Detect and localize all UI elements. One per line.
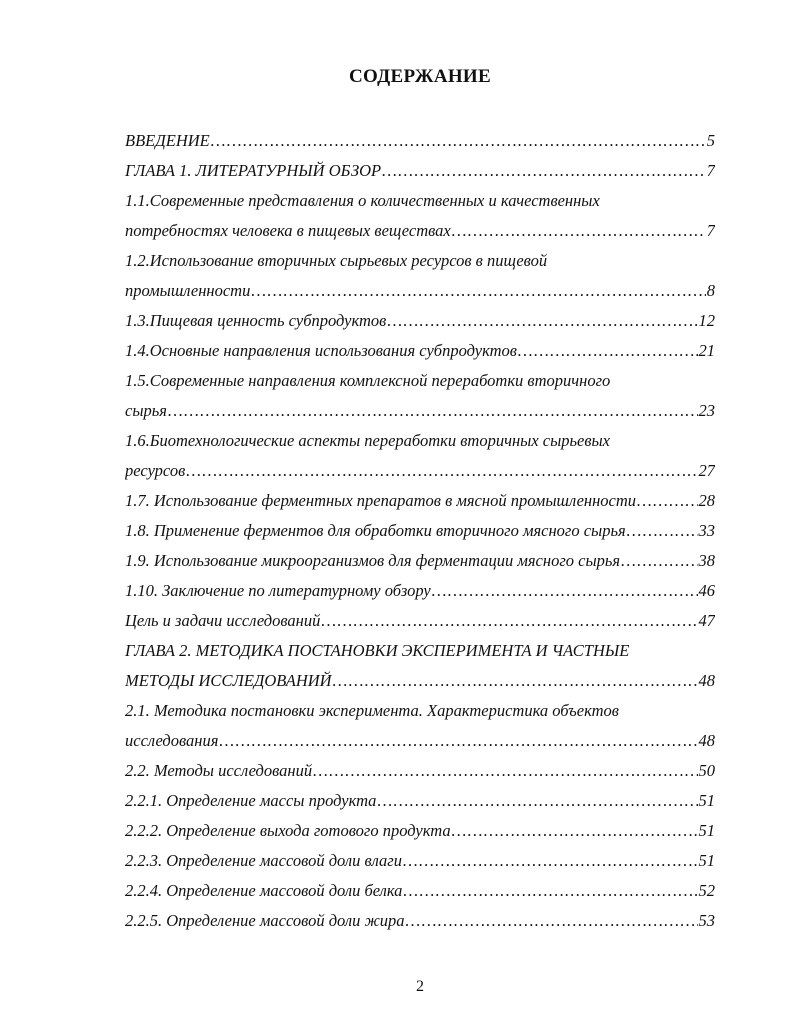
toc-page-number: 48: [698, 731, 715, 750]
toc-page-number: 46: [698, 581, 715, 600]
toc-leader-dots: [621, 546, 697, 576]
toc-entry: [125, 156, 715, 186]
toc-entry-text: 1.10. Заключение по литературному обзору: [125, 581, 431, 600]
toc-page-number: 7: [706, 161, 715, 180]
toc-entry-line: [125, 246, 715, 276]
toc-entry: [125, 306, 715, 336]
toc-leader-dots: [403, 846, 698, 876]
toc-entry: [125, 276, 715, 306]
toc-entry-text: ГЛАВА 2. МЕТОДИКА ПОСТАНОВКИ ЭКСПЕРИМЕНТА И ЧАСТНЫЕ: [125, 641, 630, 660]
toc-entry-line: [125, 636, 715, 666]
toc-entry: [125, 216, 715, 246]
toc-entry-line: [125, 366, 715, 396]
toc-leader-dots: [403, 876, 697, 906]
toc-page-number: 51: [698, 851, 715, 870]
toc-entry-text: ГЛАВА 1. ЛИТЕРАТУРНЫЙ ОБЗОР: [125, 161, 382, 180]
toc-page-number: 51: [698, 791, 715, 810]
toc-leader-dots: [406, 906, 698, 936]
toc-leader-dots: [333, 666, 698, 696]
toc-page-number: 51: [698, 821, 715, 840]
toc-entry-text: 1.1.Современные представления о количественных и качественных: [125, 191, 600, 210]
toc-entry-text: ресурсов: [125, 461, 186, 480]
toc-leader-dots: [321, 606, 697, 636]
toc-entry-text: промышленности: [125, 281, 251, 300]
toc-entry: [125, 576, 715, 606]
toc-leader-dots: [313, 756, 697, 786]
toc-entry-text: 2.2.3. Определение массовой доли влаги: [125, 851, 402, 870]
toc-entry: [125, 666, 715, 696]
toc-leader-dots: [452, 816, 698, 846]
toc-entry: [125, 396, 715, 426]
toc-entry-text: исследования: [125, 731, 219, 750]
toc-page-number: 12: [698, 311, 715, 330]
toc-page-number: 47: [698, 611, 715, 630]
toc-leader-dots: [186, 456, 697, 486]
toc-leader-dots: [211, 126, 706, 156]
toc-entry-line: [125, 186, 715, 216]
toc-page-number: 21: [698, 341, 715, 360]
toc-entry: [125, 516, 715, 546]
toc-entry-text: сырья: [125, 401, 167, 420]
toc-leader-dots: [219, 726, 697, 756]
toc-leader-dots: [168, 396, 698, 426]
toc-entry-text: 1.2.Использование вторичных сырьевых ресурсов в пищевой: [125, 251, 548, 270]
toc-entry-text: 1.9. Использование микроорганизмов для ферментации мясного сырья: [125, 551, 621, 570]
toc-page-number: 5: [706, 131, 715, 150]
toc-page-number: 52: [698, 881, 715, 900]
toc-entry: [125, 606, 715, 636]
toc-leader-dots: [452, 216, 706, 246]
toc-entry-text: 2.1. Методика постановки эксперимента. Характеристика объектов: [125, 701, 619, 720]
toc-entry: [125, 906, 715, 936]
toc-entry-text: МЕТОДЫ ИССЛЕДОВАНИЙ: [125, 671, 332, 690]
toc-entry: [125, 816, 715, 846]
toc-entry-line: [125, 426, 715, 456]
toc-page-number: 48: [698, 671, 715, 690]
page-number: 2: [416, 978, 424, 995]
toc-leader-dots: [387, 306, 697, 336]
toc-leader-dots: [382, 156, 706, 186]
toc-entry-text: 2.2.2. Определение выхода готового продукта: [125, 821, 451, 840]
toc-page-number: 53: [698, 911, 715, 930]
toc-page-number: 8: [706, 281, 715, 300]
toc-entry-text: 2.2.1. Определение массы продукта: [125, 791, 377, 810]
document-title: СОДЕРЖАНИЕ: [349, 66, 491, 87]
toc-leader-dots: [637, 486, 697, 516]
toc-page-number: 28: [698, 491, 715, 510]
toc-entry: [125, 336, 715, 366]
toc-entry-text: ВВЕДЕНИЕ: [125, 131, 210, 150]
toc-entry: [125, 546, 715, 576]
toc-page-number: 27: [698, 461, 715, 480]
toc-page-number: 7: [706, 221, 715, 240]
toc-entry-text: 1.8. Применение ферментов для обработки вторичного мясного сырья: [125, 521, 626, 540]
toc-leader-dots: [251, 276, 705, 306]
toc-entry: [125, 726, 715, 756]
toc-leader-dots: [627, 516, 698, 546]
toc-entry: [125, 126, 715, 156]
toc-leader-dots: [432, 576, 698, 606]
toc-entry-text: 1.6.Биотехнологические аспекты переработки вторичных сырьевых: [125, 431, 611, 450]
toc-entry-text: потребностях человека в пищевых веществах: [125, 221, 451, 240]
toc-entry-text: 1.4.Основные направления использования субпродуктов: [125, 341, 517, 360]
toc-entry-text: 2.2. Методы исследований: [125, 761, 313, 780]
toc-page-number: 33: [698, 521, 715, 540]
toc-page-number: 38: [698, 551, 715, 570]
toc-entry-text: 1.3.Пищевая ценность субпродуктов: [125, 311, 387, 330]
toc-entry: [125, 456, 715, 486]
toc-entry-text: 1.7. Использование ферментных препаратов в мясной промышленности: [125, 491, 637, 510]
toc-entry-text: 2.2.4. Определение массовой доли белка: [125, 881, 403, 900]
toc-entry: [125, 486, 715, 516]
toc-entry-text: 1.5.Современные направления комплексной переработки вторичного: [125, 371, 611, 390]
toc-leader-dots: [518, 336, 698, 366]
toc-entry: [125, 756, 715, 786]
toc-page-number: 50: [698, 761, 715, 780]
toc-page-number: 23: [698, 401, 715, 420]
toc-entry-text: 2.2.5. Определение массовой доли жира: [125, 911, 405, 930]
table-of-contents: [125, 126, 715, 936]
toc-entry-line: [125, 696, 715, 726]
toc-leader-dots: [377, 786, 697, 816]
toc-entry-text: Цель и задачи исследований: [125, 611, 321, 630]
toc-entry: [125, 876, 715, 906]
toc-entry: [125, 846, 715, 876]
toc-entry: [125, 786, 715, 816]
